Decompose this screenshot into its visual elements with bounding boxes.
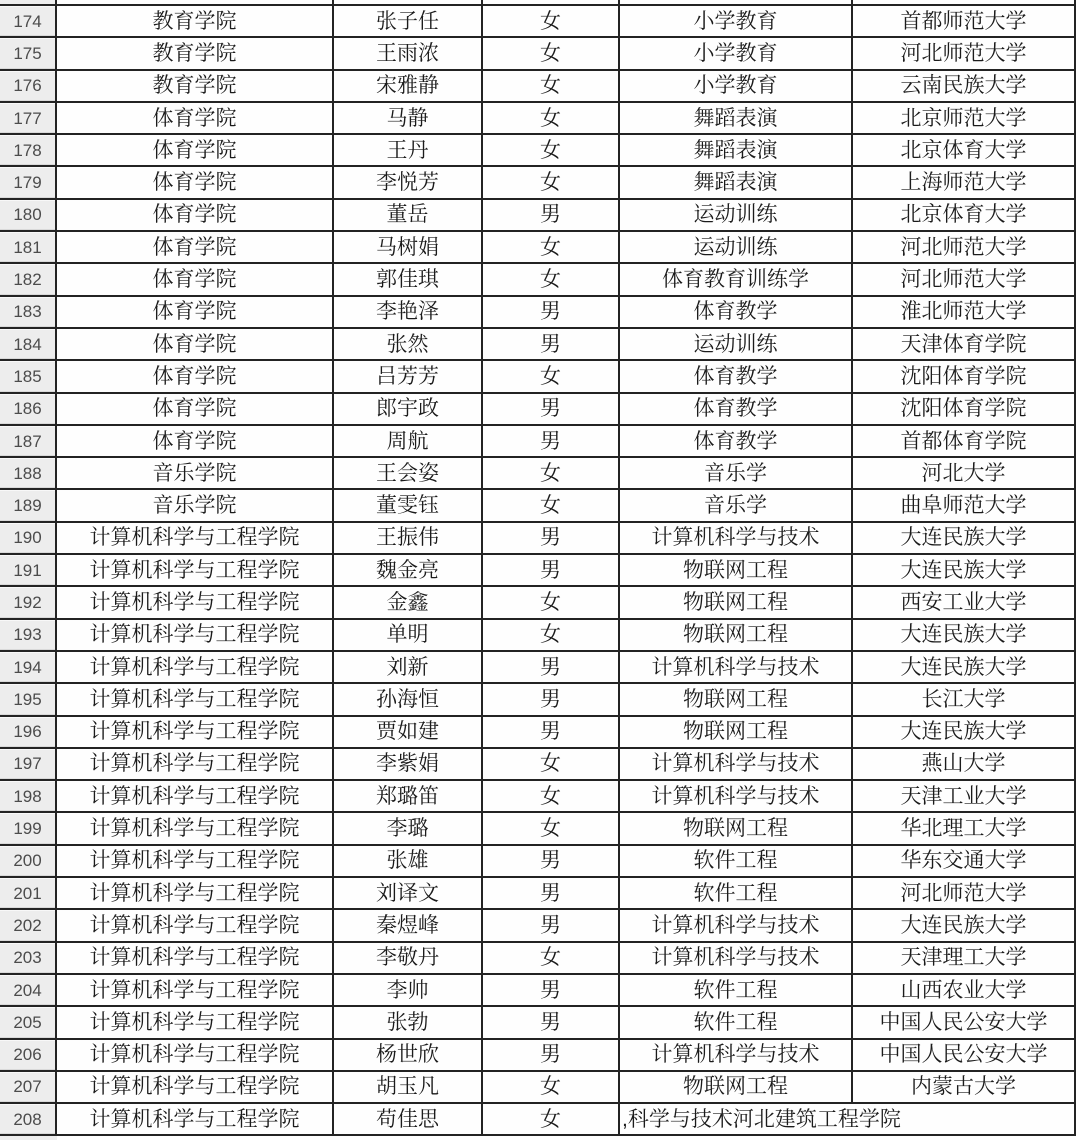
- name-cell[interactable]: 郎宇政: [334, 394, 483, 424]
- major-cell[interactable]: 音乐学: [620, 490, 853, 520]
- major-cell[interactable]: 体育教学: [620, 426, 853, 456]
- name-cell[interactable]: 张然: [334, 329, 483, 359]
- college-cell[interactable]: 体育学院: [57, 135, 334, 165]
- gender-cell[interactable]: 女: [483, 749, 620, 779]
- row-number-cell[interactable]: 191: [0, 555, 57, 585]
- university-cell[interactable]: 大连民族大学: [853, 910, 1076, 940]
- name-cell[interactable]: 周航: [334, 426, 483, 456]
- gender-cell[interactable]: 女: [483, 71, 620, 101]
- university-cell[interactable]: 大连民族大学: [853, 717, 1076, 747]
- gender-cell[interactable]: 女: [483, 813, 620, 843]
- name-cell[interactable]: 马静: [334, 103, 483, 133]
- major-cell[interactable]: 物联网工程: [620, 620, 853, 650]
- college-cell[interactable]: 体育学院: [57, 329, 334, 359]
- major-cell[interactable]: 小学教育: [620, 6, 853, 36]
- cutoff-row-bottom: [0, 1136, 1076, 1140]
- gender-cell[interactable]: 男: [483, 555, 620, 585]
- university-cell[interactable]: 沈阳体育学院: [853, 361, 1076, 391]
- major-cell[interactable]: ,科学与技术河北建筑工程学院: [620, 1104, 1076, 1134]
- college-cell[interactable]: 计算机科学与工程学院: [57, 717, 334, 747]
- college-cell[interactable]: 体育学院: [57, 200, 334, 230]
- gender-cell[interactable]: 男: [483, 652, 620, 682]
- name-cell[interactable]: 李敬丹: [334, 943, 483, 973]
- table-row: [0, 71, 1076, 103]
- university-cell[interactable]: 天津工业大学: [853, 781, 1076, 811]
- major-cell[interactable]: 物联网工程: [620, 1072, 853, 1102]
- name-cell: [334, 0, 483, 4]
- gender-cell[interactable]: 男: [483, 878, 620, 908]
- row-number-cell[interactable]: 203: [0, 943, 57, 973]
- table-row: [0, 878, 1076, 910]
- row-number-cell[interactable]: 198: [0, 781, 57, 811]
- table-row: [0, 490, 1076, 522]
- table-row: [0, 1104, 1076, 1136]
- gender-cell[interactable]: 男: [483, 717, 620, 747]
- major-cell[interactable]: 体育教学: [620, 297, 853, 327]
- table-row: [0, 426, 1076, 458]
- row-number-cell[interactable]: 187: [0, 426, 57, 456]
- table-row: [0, 749, 1076, 781]
- table-row: [0, 232, 1076, 264]
- major-cell[interactable]: 体育教育训练学: [620, 264, 853, 294]
- major-cell[interactable]: 软件工程: [620, 1007, 853, 1037]
- table-row: [0, 38, 1076, 70]
- gender-cell[interactable]: 女: [483, 38, 620, 68]
- gender-cell[interactable]: 女: [483, 458, 620, 488]
- university-cell[interactable]: 中国人民公安大学: [853, 1007, 1076, 1037]
- college-cell[interactable]: 教育学院: [57, 6, 334, 36]
- college-cell[interactable]: 计算机科学与工程学院: [57, 1040, 334, 1070]
- major-cell[interactable]: 计算机科学与技术: [620, 523, 853, 553]
- table-row: [0, 781, 1076, 813]
- university-cell[interactable]: 淮北师范大学: [853, 297, 1076, 327]
- name-cell[interactable]: 李艳泽: [334, 297, 483, 327]
- college-cell[interactable]: 体育学院: [57, 361, 334, 391]
- table-row: [0, 329, 1076, 361]
- table-row: [0, 1040, 1076, 1072]
- name-cell[interactable]: 张勃: [334, 1007, 483, 1037]
- university-cell[interactable]: 中国人民公安大学: [853, 1040, 1076, 1070]
- major-cell[interactable]: 舞蹈表演: [620, 103, 853, 133]
- university-cell[interactable]: 首都体育学院: [853, 426, 1076, 456]
- university-cell[interactable]: 华北理工大学: [853, 813, 1076, 843]
- gender-cell[interactable]: 男: [483, 297, 620, 327]
- college-cell[interactable]: 体育学院: [57, 167, 334, 197]
- major-cell[interactable]: 计算机科学与技术: [620, 910, 853, 940]
- table-row: [0, 846, 1076, 878]
- major-cell[interactable]: 计算机科学与技术: [620, 781, 853, 811]
- table-row: [0, 394, 1076, 426]
- college-cell: [57, 1136, 334, 1140]
- row-number-cell[interactable]: 182: [0, 264, 57, 294]
- gender-cell[interactable]: 男: [483, 426, 620, 456]
- name-cell[interactable]: 郑璐笛: [334, 781, 483, 811]
- name-cell[interactable]: 金鑫: [334, 587, 483, 617]
- college-cell[interactable]: 计算机科学与工程学院: [57, 555, 334, 585]
- college-cell[interactable]: 体育学院: [57, 297, 334, 327]
- table-row: [0, 458, 1076, 490]
- university-cell[interactable]: 大连民族大学: [853, 652, 1076, 682]
- gender-cell[interactable]: 女: [483, 232, 620, 262]
- university-cell[interactable]: 河北师范大学: [853, 264, 1076, 294]
- row-number-cell[interactable]: 184: [0, 329, 57, 359]
- university-cell[interactable]: 燕山大学: [853, 749, 1076, 779]
- major-cell[interactable]: 体育教学: [620, 361, 853, 391]
- college-cell[interactable]: 计算机科学与工程学院: [57, 523, 334, 553]
- row-number-cell[interactable]: 205: [0, 1007, 57, 1037]
- name-cell[interactable]: 董雯钰: [334, 490, 483, 520]
- gender-cell[interactable]: 女: [483, 167, 620, 197]
- university-cell[interactable]: 河北大学: [853, 458, 1076, 488]
- name-cell[interactable]: 胡玉凡: [334, 1072, 483, 1102]
- row-number-cell[interactable]: 178: [0, 135, 57, 165]
- college-cell[interactable]: 音乐学院: [57, 458, 334, 488]
- row-number-cell[interactable]: 185: [0, 361, 57, 391]
- row-number-cell[interactable]: 190: [0, 523, 57, 553]
- major-cell[interactable]: 舞蹈表演: [620, 167, 853, 197]
- name-cell[interactable]: 王丹: [334, 135, 483, 165]
- major-cell[interactable]: 计算机科学与技术: [620, 1040, 853, 1070]
- name-cell[interactable]: 吕芳芳: [334, 361, 483, 391]
- college-cell[interactable]: 计算机科学与工程学院: [57, 910, 334, 940]
- university-cell[interactable]: 河北师范大学: [853, 38, 1076, 68]
- name-cell[interactable]: 单明: [334, 620, 483, 650]
- college-cell[interactable]: 计算机科学与工程学院: [57, 781, 334, 811]
- college-cell: [57, 0, 334, 4]
- major-cell[interactable]: 软件工程: [620, 846, 853, 876]
- row-number-cell[interactable]: 188: [0, 458, 57, 488]
- college-cell[interactable]: 计算机科学与工程学院: [57, 749, 334, 779]
- row-number-cell: [0, 0, 57, 4]
- name-cell[interactable]: 李悦芳: [334, 167, 483, 197]
- university-cell[interactable]: 大连民族大学: [853, 555, 1076, 585]
- college-cell[interactable]: 计算机科学与工程学院: [57, 684, 334, 714]
- name-cell[interactable]: 李紫娟: [334, 749, 483, 779]
- name-cell[interactable]: 王振伟: [334, 523, 483, 553]
- college-cell[interactable]: 体育学院: [57, 426, 334, 456]
- major-cell[interactable]: 计算机科学与技术: [620, 749, 853, 779]
- college-cell[interactable]: 体育学院: [57, 103, 334, 133]
- table-row: [0, 103, 1076, 135]
- table-row: [0, 1072, 1076, 1104]
- gender-cell: [483, 0, 620, 4]
- row-number-cell[interactable]: 174: [0, 6, 57, 36]
- college-cell[interactable]: 教育学院: [57, 71, 334, 101]
- university-cell[interactable]: 天津体育学院: [853, 329, 1076, 359]
- university-cell[interactable]: 西安工业大学: [853, 587, 1076, 617]
- row-number-cell[interactable]: 180: [0, 200, 57, 230]
- university-cell[interactable]: 天津理工大学: [853, 943, 1076, 973]
- table-row: [0, 6, 1076, 38]
- college-cell[interactable]: 计算机科学与工程学院: [57, 1104, 334, 1134]
- table-row: [0, 943, 1076, 975]
- name-cell[interactable]: 马树娟: [334, 232, 483, 262]
- row-number-cell[interactable]: 195: [0, 684, 57, 714]
- university-cell[interactable]: 内蒙古大学: [853, 1072, 1076, 1102]
- cutoff-row-top: [0, 0, 1076, 4]
- college-cell[interactable]: 体育学院: [57, 232, 334, 262]
- row-number-cell[interactable]: 177: [0, 103, 57, 133]
- table-row: [0, 523, 1076, 555]
- major-cell[interactable]: 运动训练: [620, 200, 853, 230]
- name-cell[interactable]: 张子任: [334, 6, 483, 36]
- university-cell[interactable]: 河北师范大学: [853, 232, 1076, 262]
- row-number-cell[interactable]: 186: [0, 394, 57, 424]
- name-cell[interactable]: 苟佳思: [334, 1104, 483, 1134]
- major-cell[interactable]: 软件工程: [620, 975, 853, 1005]
- name-cell[interactable]: 贾如建: [334, 717, 483, 747]
- major-cell: [620, 0, 853, 4]
- row-number-cell[interactable]: 201: [0, 878, 57, 908]
- table-row: [0, 264, 1076, 296]
- row-number-cell[interactable]: 199: [0, 813, 57, 843]
- gender-cell[interactable]: 男: [483, 1040, 620, 1070]
- gender-cell[interactable]: 女: [483, 587, 620, 617]
- college-cell[interactable]: 教育学院: [57, 38, 334, 68]
- gender-cell[interactable]: 男: [483, 910, 620, 940]
- table-row: [0, 200, 1076, 232]
- table-row: [0, 361, 1076, 393]
- university-cell[interactable]: 北京体育大学: [853, 135, 1076, 165]
- name-cell[interactable]: 杨世欣: [334, 1040, 483, 1070]
- row-number-cell[interactable]: 189: [0, 490, 57, 520]
- major-cell[interactable]: 物联网工程: [620, 717, 853, 747]
- major-cell[interactable]: 物联网工程: [620, 813, 853, 843]
- table-row: [0, 1007, 1076, 1039]
- gender-cell[interactable]: 女: [483, 103, 620, 133]
- university-cell[interactable]: 山西农业大学: [853, 975, 1076, 1005]
- row-number-cell[interactable]: 175: [0, 38, 57, 68]
- university-cell[interactable]: 北京体育大学: [853, 200, 1076, 230]
- table-row: [0, 910, 1076, 942]
- row-number-cell[interactable]: 208: [0, 1104, 57, 1134]
- major-cell[interactable]: 体育教学: [620, 394, 853, 424]
- gender-cell[interactable]: 男: [483, 329, 620, 359]
- name-cell[interactable]: 郭佳琪: [334, 264, 483, 294]
- name-cell[interactable]: 秦煜峰: [334, 910, 483, 940]
- gender-cell[interactable]: 男: [483, 523, 620, 553]
- table-row: [0, 717, 1076, 749]
- row-number-cell[interactable]: 204: [0, 975, 57, 1005]
- university-cell[interactable]: 河北师范大学: [853, 878, 1076, 908]
- row-number-cell: [0, 1136, 57, 1140]
- gender-cell[interactable]: 女: [483, 943, 620, 973]
- university-cell[interactable]: 曲阜师范大学: [853, 490, 1076, 520]
- gender-cell[interactable]: 男: [483, 394, 620, 424]
- row-number-cell[interactable]: 202: [0, 910, 57, 940]
- name-cell[interactable]: 宋雅静: [334, 71, 483, 101]
- university-cell[interactable]: 华东交通大学: [853, 846, 1076, 876]
- university-cell: [853, 0, 1076, 4]
- gender-cell[interactable]: 男: [483, 684, 620, 714]
- university-cell[interactable]: 上海师范大学: [853, 167, 1076, 197]
- university-cell: [853, 1136, 1076, 1140]
- gender-cell[interactable]: 男: [483, 846, 620, 876]
- college-cell[interactable]: 计算机科学与工程学院: [57, 587, 334, 617]
- gender-cell[interactable]: 男: [483, 1007, 620, 1037]
- major-cell[interactable]: 音乐学: [620, 458, 853, 488]
- college-cell[interactable]: 计算机科学与工程学院: [57, 620, 334, 650]
- university-cell[interactable]: 云南民族大学: [853, 71, 1076, 101]
- college-cell[interactable]: 体育学院: [57, 394, 334, 424]
- college-cell[interactable]: 计算机科学与工程学院: [57, 878, 334, 908]
- major-cell: [620, 1136, 853, 1140]
- gender-cell[interactable]: 女: [483, 1104, 620, 1134]
- row-number-cell[interactable]: 200: [0, 846, 57, 876]
- college-cell[interactable]: 计算机科学与工程学院: [57, 943, 334, 973]
- row-number-cell[interactable]: 181: [0, 232, 57, 262]
- table-row: [0, 975, 1076, 1007]
- table-row: [0, 135, 1076, 167]
- major-cell[interactable]: 小学教育: [620, 71, 853, 101]
- name-cell[interactable]: 李帅: [334, 975, 483, 1005]
- gender-cell[interactable]: 女: [483, 135, 620, 165]
- gender-cell[interactable]: 男: [483, 975, 620, 1005]
- name-cell[interactable]: 王会姿: [334, 458, 483, 488]
- gender-cell[interactable]: 男: [483, 200, 620, 230]
- gender-cell: [483, 1136, 620, 1140]
- gender-cell[interactable]: 女: [483, 1072, 620, 1102]
- row-number-cell[interactable]: 207: [0, 1072, 57, 1102]
- gender-cell[interactable]: 女: [483, 620, 620, 650]
- row-number-cell[interactable]: 179: [0, 167, 57, 197]
- gender-cell[interactable]: 女: [483, 781, 620, 811]
- row-number-cell[interactable]: 193: [0, 620, 57, 650]
- university-cell[interactable]: 大连民族大学: [853, 620, 1076, 650]
- major-cell[interactable]: 小学教育: [620, 38, 853, 68]
- college-cell[interactable]: 计算机科学与工程学院: [57, 975, 334, 1005]
- university-cell[interactable]: 北京师范大学: [853, 103, 1076, 133]
- name-cell[interactable]: 张雄: [334, 846, 483, 876]
- college-cell[interactable]: 计算机科学与工程学院: [57, 652, 334, 682]
- gender-cell[interactable]: 女: [483, 361, 620, 391]
- table-row: [0, 555, 1076, 587]
- college-cell[interactable]: 计算机科学与工程学院: [57, 813, 334, 843]
- row-number-cell[interactable]: 194: [0, 652, 57, 682]
- name-cell[interactable]: 王雨浓: [334, 38, 483, 68]
- major-cell[interactable]: 舞蹈表演: [620, 135, 853, 165]
- gender-cell[interactable]: 女: [483, 490, 620, 520]
- name-cell[interactable]: 刘新: [334, 652, 483, 682]
- row-number-cell[interactable]: 192: [0, 587, 57, 617]
- gender-cell[interactable]: 女: [483, 6, 620, 36]
- university-cell[interactable]: 沈阳体育学院: [853, 394, 1076, 424]
- row-number-cell[interactable]: 183: [0, 297, 57, 327]
- college-cell[interactable]: 计算机科学与工程学院: [57, 1007, 334, 1037]
- college-cell[interactable]: 计算机科学与工程学院: [57, 846, 334, 876]
- row-number-cell[interactable]: 197: [0, 749, 57, 779]
- major-cell[interactable]: 物联网工程: [620, 587, 853, 617]
- row-number-cell[interactable]: 206: [0, 1040, 57, 1070]
- table-row: [0, 297, 1076, 329]
- college-cell[interactable]: 体育学院: [57, 264, 334, 294]
- name-cell[interactable]: 孙海恒: [334, 684, 483, 714]
- table-row: [0, 167, 1076, 199]
- major-cell[interactable]: 计算机科学与技术: [620, 943, 853, 973]
- name-cell[interactable]: 董岳: [334, 200, 483, 230]
- gender-cell[interactable]: 女: [483, 264, 620, 294]
- major-cell[interactable]: 运动训练: [620, 232, 853, 262]
- table-row: [0, 620, 1076, 652]
- major-cell[interactable]: 软件工程: [620, 878, 853, 908]
- table-row: [0, 587, 1076, 619]
- student-table: [0, 4, 1076, 1136]
- university-cell[interactable]: 长江大学: [853, 684, 1076, 714]
- table-row: [0, 684, 1076, 716]
- row-number-cell[interactable]: 196: [0, 717, 57, 747]
- row-number-cell[interactable]: 176: [0, 71, 57, 101]
- table-row: [0, 813, 1076, 845]
- major-cell[interactable]: 物联网工程: [620, 684, 853, 714]
- name-cell[interactable]: 李璐: [334, 813, 483, 843]
- university-cell[interactable]: 大连民族大学: [853, 523, 1076, 553]
- table-row: [0, 652, 1076, 684]
- major-cell[interactable]: 运动训练: [620, 329, 853, 359]
- college-cell[interactable]: 音乐学院: [57, 490, 334, 520]
- name-cell[interactable]: 刘译文: [334, 878, 483, 908]
- major-cell[interactable]: 计算机科学与技术: [620, 652, 853, 682]
- major-cell[interactable]: 物联网工程: [620, 555, 853, 585]
- university-cell[interactable]: 首都师范大学: [853, 6, 1076, 36]
- name-cell: [334, 1136, 483, 1140]
- college-cell[interactable]: 计算机科学与工程学院: [57, 1072, 334, 1102]
- name-cell[interactable]: 魏金亮: [334, 555, 483, 585]
